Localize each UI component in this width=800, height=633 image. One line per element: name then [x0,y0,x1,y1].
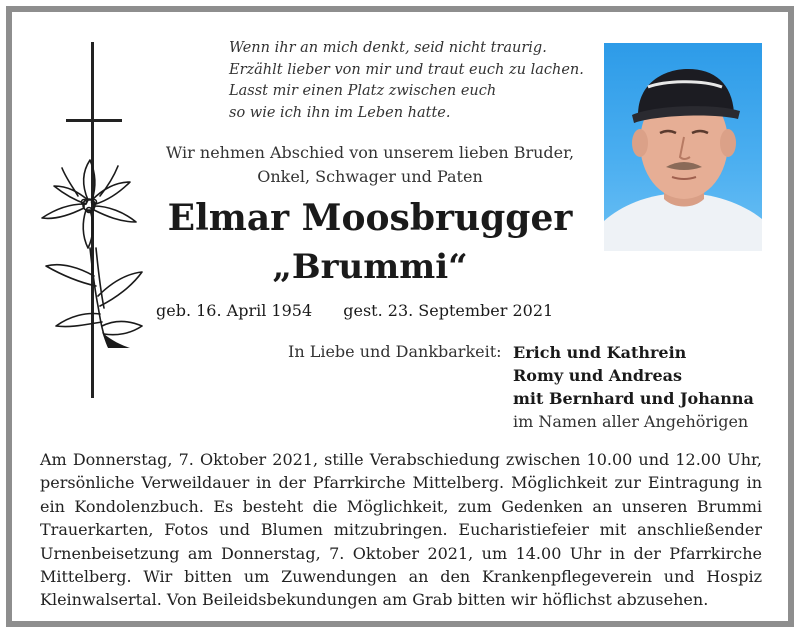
announcement-text: Am Donnerstag, 7. Oktober 2021, stille Verabschiedung zwischen 10.00 und 12.00 Uhr, persönliche Verweildauer in der Pfarrkirche Mittelberg. Möglichkeit zur Eintragung in ein Kondolenzbuch. Es besteht die Möglichkeit, zum Gedenken an unseren Brummi Trauerkarten, Fotos und Blumen mitzubringen. Eucharistiefeier mit anschließender Urnenbeisetzung am Donnerstag, 7. Oktober 2021, um 14.00 Uhr in der Pfarrkirche Mittelberg. Wir bitten um Zuwendungen an den Krankenpflegeverein und Hospiz Kleinwalsertal. Von Beileidsbekundungen am Grab bitten wir höflichst abzusehen. [40,450,762,610]
mourners-list [513,341,754,433]
mourners-closing: im Namen aller Angehörigen [513,412,749,431]
life-dates [156,300,596,322]
cross-icon-horizontal [66,119,122,122]
intro-line: Onkel, Schwager und Paten [257,167,483,186]
portrait-photo [604,43,762,251]
birth-date: geb. 16. April 1954 [156,301,313,320]
mourner-name: Romy und Andreas [513,366,683,385]
poem [229,38,589,124]
mourner-name: mit Bernhard und Johanna [513,389,754,408]
deceased-name: Elmar Moosbrugger [167,197,573,239]
poem-line: Lasst mir einen Platz zwischen euch [229,83,497,99]
poem-line: Erzählt lieber von mir und traut euch zu lachen. [229,61,584,78]
intro-text [140,141,600,189]
deceased-nickname: „Brummi“ [272,247,468,287]
death-date: gest. 23. September 2021 [343,301,554,320]
poem-line: so wie ich ihn im Leben hatte. [229,104,451,121]
edelweiss-icon [38,156,150,352]
poem-line: Wenn ihr an mich denkt, seid nicht traurig. [229,40,547,56]
mourner-name: Erich und Kathrein [513,343,687,362]
thanks-label: In Liebe und Dankbarkeit: [288,342,502,361]
intro-line: Wir nehmen Abschied von unserem lieben Bruder, [165,143,575,162]
